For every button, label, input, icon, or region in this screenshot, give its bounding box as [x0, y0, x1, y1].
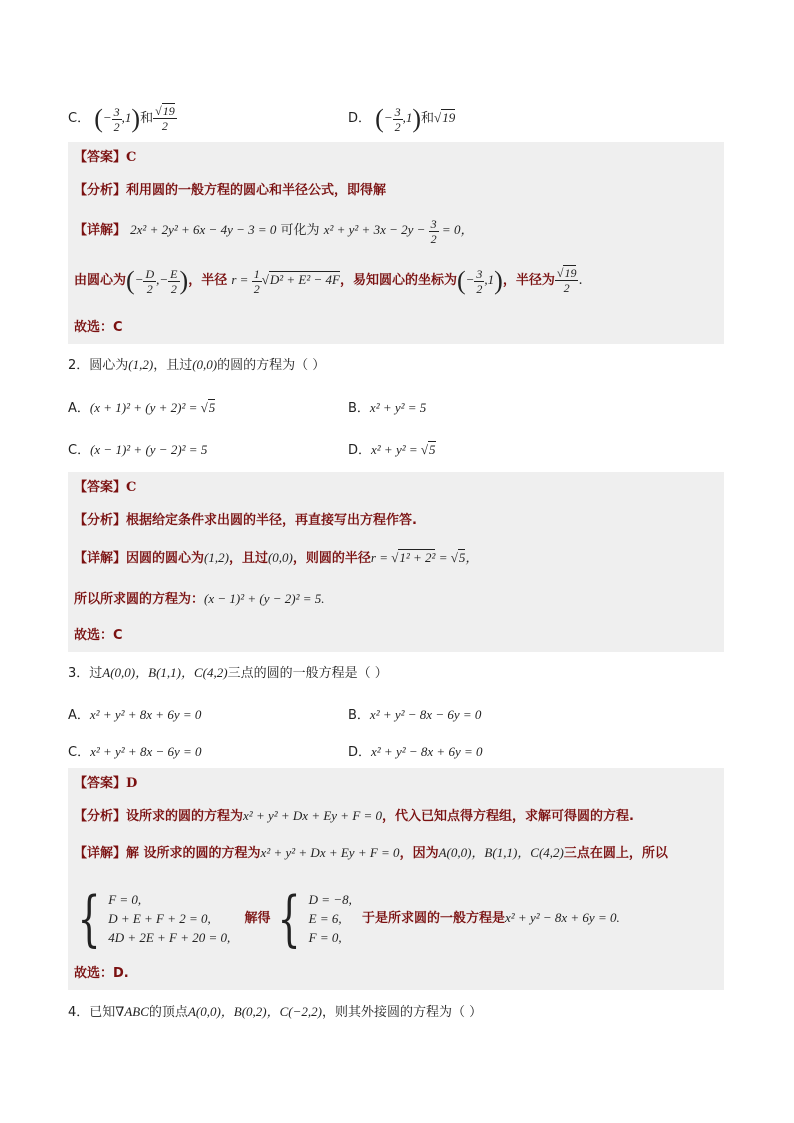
detail-text: 由圆心为: [74, 273, 127, 288]
math-equation: (x − 1)² + (y − 2)² = 5.: [204, 591, 325, 606]
choice-text: 故选：C: [74, 628, 123, 643]
q2-answer-line: [74, 478, 136, 498]
math-point: (0,0): [267, 550, 293, 565]
math-system-equations: F = 0, D + E + F + 2 = 0, 4D + 2E + F + 20 = 0,: [108, 892, 231, 945]
q2-option-c: [68, 440, 207, 461]
analysis-text: 设所求的圆的方程为: [126, 809, 244, 824]
q1-detail-line: [74, 215, 473, 245]
math-points: A(0,0)，B(0,2)，C(−2,2): [187, 1004, 322, 1019]
option-label: D．: [348, 111, 372, 126]
option-label: B．: [348, 401, 370, 416]
analysis-text: 根据给定条件求出圆的半径，再直接写出方程作答.: [126, 513, 417, 528]
math-point: (0,0): [192, 357, 218, 372]
detail-text: 因圆的圆心为: [126, 551, 205, 566]
option-label: D．: [348, 745, 372, 760]
q3-option-b: [348, 705, 481, 726]
detail-text: ，则圆的半径: [292, 551, 371, 566]
q3-option-c: [68, 742, 202, 763]
q3-detail-line: [74, 843, 668, 864]
q2-detail-line: [74, 545, 478, 571]
stem-text: 2．圆心为: [68, 358, 129, 373]
math-simplified-eq: x² + y² + 3x − 2y − $\frac{3}{2}$ = 0，: [323, 216, 474, 246]
stem-text: 4．已知: [68, 1005, 116, 1020]
math-option: x² + y² = 5: [369, 400, 427, 415]
detail-text: ，且过: [228, 551, 268, 566]
analysis-tag: 【分析】: [74, 513, 127, 528]
option-label: C．: [68, 745, 91, 760]
math-radius-formula: r = $\frac{1}{2}$ √D² + E² − 4F: [231, 266, 340, 296]
math-result: x² + y² − 8x + 6y = 0.: [505, 910, 620, 925]
analysis-text: 利用圆的一般方程的圆心和半径公式，即得解: [126, 183, 387, 198]
math-c-center: (− $\frac{3}{2}$ ,1): [94, 104, 141, 134]
stem-text: 的圆的方程为（ ）: [217, 358, 326, 373]
math-center-formula: (− $\frac{D}{2}$ ,− $\frac{E}{2}$ ): [126, 266, 189, 296]
q3-answer-block: [68, 768, 724, 990]
analysis-tag: 【分析】: [74, 809, 127, 824]
detail-text: 所以所求圆的方程为：: [74, 592, 205, 607]
q3-answer-line: [74, 774, 137, 794]
answer-tag: 【答案】: [74, 480, 127, 495]
math-option: (x − 1)² + (y − 2)² = 5: [90, 442, 208, 457]
math-point: (1,2): [204, 550, 229, 565]
q2-option-d: [348, 440, 436, 461]
q2-option-a: [68, 398, 215, 419]
stem-text: ，则其外接圆的方程为（ ）: [322, 1005, 483, 1020]
q1-detail-line2: 由圆心为(− $\frac{D}{2}$ ,− $\frac{E}{2}$ )，半径 r = $\frac{1}{2}$ √D² + E² − 4F，易知圆心的坐标为(− $\frac{3}{2}$ ,1)，半径为 $\frac{√19}{2}$ .: [74, 266, 583, 296]
q3-option-a: [68, 705, 201, 726]
math-general-form: x² + y² + Dx + Ey + F = 0: [243, 808, 383, 823]
detail-text: 解 设所求的圆的方程为: [126, 846, 261, 861]
q3-system-line: [70, 883, 620, 954]
math-triangle: ∇ABC: [115, 1004, 149, 1019]
join-text: 和: [421, 111, 435, 126]
detail-text: 可化为: [280, 223, 320, 238]
answer-tag: 【答案】: [74, 150, 127, 165]
option-label: C．: [68, 111, 91, 126]
option-label: A．: [68, 708, 90, 723]
math-points: A(0,0)，B(1,1)，C(4,2): [438, 845, 564, 860]
detail-text: 于是所求圆的一般方程是: [361, 911, 505, 926]
detail-text: 三点在圆上，所以: [563, 846, 668, 861]
left-brace-icon: {: [278, 883, 302, 954]
stem-text: 3．过: [68, 666, 103, 681]
analysis-text: ，代入已知点得方程组，求解可得圆的方程.: [382, 809, 634, 824]
math-radius: r = √1² + 2² = √5，: [370, 550, 479, 565]
q3-choice-line: [74, 964, 129, 984]
answer-value: C: [126, 480, 137, 495]
math-d-center: (− $\frac{3}{2}$ ,1): [375, 104, 422, 134]
math-option: x² + y² − 8x − 6y = 0: [369, 707, 482, 722]
join-text: 和: [140, 111, 154, 126]
choice-text: 故选：C: [74, 320, 123, 335]
option-label: C．: [68, 443, 91, 458]
q3-analysis-line: [74, 806, 634, 827]
stem-text: 三点的圆的一般方程是（ ）: [227, 666, 388, 681]
answer-tag: 【答案】: [74, 776, 127, 791]
math-general-form: x² + y² + Dx + Ey + F = 0: [260, 845, 400, 860]
q2-choice-line: [74, 626, 123, 646]
stem-text: ，且过: [153, 358, 193, 373]
math-point: (1,2): [128, 357, 154, 372]
detail-text: ，因为: [399, 846, 439, 861]
q3-option-d: [348, 742, 482, 763]
q2-stem: [68, 355, 325, 376]
q4-stem: [68, 1002, 482, 1023]
answer-value: C: [126, 150, 137, 165]
math-radius-value: $\frac{√19}{2}$: [556, 266, 577, 295]
q1-analysis-line: [74, 181, 386, 201]
math-c-radius: $\frac{√19}{2}$: [155, 104, 175, 133]
option-label: A．: [68, 401, 90, 416]
analysis-tag: 【分析】: [74, 183, 127, 198]
math-center-value: (− $\frac{3}{2}$ ,1): [456, 266, 503, 296]
choice-text: 故选：D.: [74, 966, 129, 981]
detail-text: ，半径: [188, 273, 228, 288]
math-option: (x + 1)² + (y + 2)² = √5: [89, 400, 216, 415]
q1-choice-line: [74, 318, 123, 338]
math-system-solution: D = −8, E = 6, F = 0,: [308, 892, 352, 945]
q3-stem: [68, 663, 388, 684]
detail-text: 解得: [244, 911, 271, 926]
left-brace-icon: {: [77, 883, 101, 954]
math-general-eq: 2x² + 2y² + 6x − 4y − 3 = 0: [130, 222, 277, 237]
math-d-radius: √19: [434, 110, 456, 125]
q2-analysis-line: [74, 511, 417, 531]
math-option: x² + y² = √5: [371, 442, 436, 457]
q1-option-c: [68, 98, 177, 138]
q1-answer-line: [74, 148, 136, 168]
math-option: x² + y² − 8x + 6y = 0: [371, 744, 483, 759]
detail-tag: 【详解】: [74, 223, 127, 238]
option-label: D．: [348, 443, 372, 458]
detail-tag: 【详解】: [74, 551, 127, 566]
q2-detail-line2: [74, 589, 325, 610]
math-points: A(0,0)，B(1,1)，C(4,2): [102, 665, 228, 680]
detail-tag: 【详解】: [74, 846, 127, 861]
math-option: x² + y² + 8x − 6y = 0: [90, 744, 202, 759]
math-option: x² + y² + 8x + 6y = 0: [89, 707, 202, 722]
detail-text: ，易知圆心的坐标为: [339, 273, 457, 288]
q1-option-d: [348, 98, 455, 138]
answer-value: D: [126, 776, 138, 791]
q2-option-b: [348, 398, 426, 419]
option-label: B．: [348, 708, 370, 723]
stem-text: 的顶点: [148, 1005, 188, 1020]
detail-text: ，半径为: [502, 273, 555, 288]
